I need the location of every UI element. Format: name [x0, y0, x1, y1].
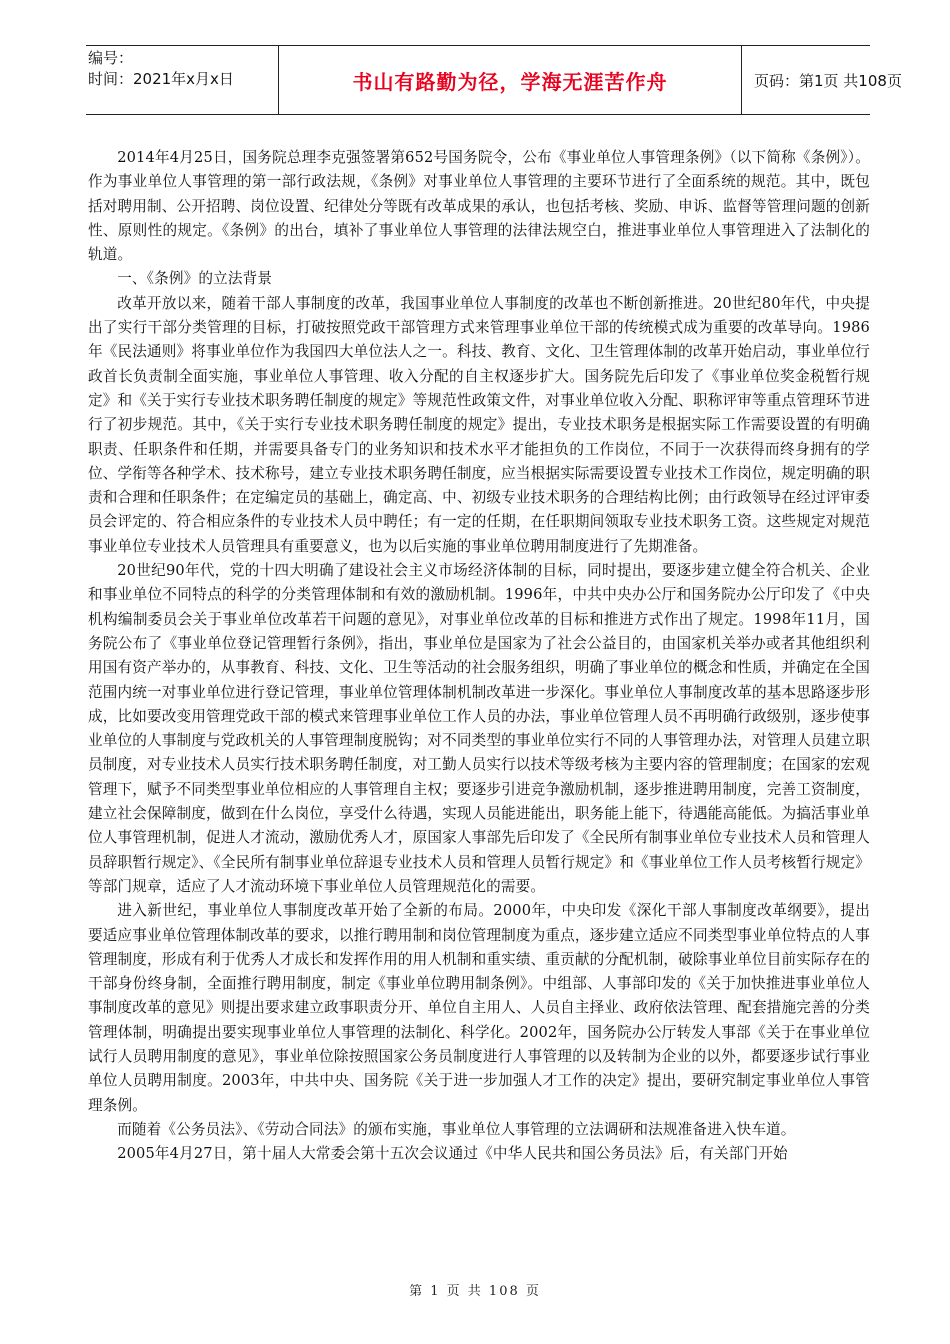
body-paragraph: 2005年4月27日，第十届人大常委会第十五次会议通过《中华人民共和国公务员法》后，有关部门开始 — [117, 1145, 788, 1163]
header-meta — [86, 46, 278, 114]
section-heading: 一、《条例》的立法背景 — [117, 270, 273, 288]
body-paragraph: 而随着《公务员法》、《劳动合同法》的颁布实施，事业单位人事管理的立法调研和法规准备进入快车道。 — [117, 1120, 796, 1138]
header-page-label: 页码：第1页 共108页 — [754, 71, 902, 90]
body-paragraph: 改革开放以来，随着干部人事制度的改革，我国事业单位人事制度的改革也不断创新推进。20世纪80年代，中央提出了实行干部分类管理的目标，打破按照党政干部管理方式来管理事业单位干部的传统模式成为重要的改革导向。1986年《民法通则》将事业单位作为我国四大单位法人之一。科技、教育、文化、卫生管理体制的改革开始启动，事业单位行政首长负责制全面实施，事业单位人事管理、收入分配的自主权逐步扩大。国务院先后印发了《事业单位奖金税暂行规定》和《关于实行专业技术职务聘任制度的规定》等规范性政策文件，对事业单位收入分配、职称评审等重点管理环节进行了初步规范。其中，《关于实行专业技术职务聘任制度的规定》提出，专业技术职务是根据实际工作需要设置的有明确职责、任职条件和任期，并需要具备专门的业务知识和技术水平才能担负的工作岗位，不同于一次获得而终身拥有的学位、学衔等各种学术、技术称号，建立专业技术职务聘任制度，应当根据实际需要设置专业技术工作岗位，规定明确的职责和合理和任职条件；在定编定员的基础上，确定高、中、初级专业技术职务的合理结构比例；由行政领导在经过评审委员会评定的、符合相应条件的专业技术人员中聘任；有一定的任期，在任职期间领取专业技术职务工资。这些规定对规范事业单位专业技术人员管理具有重要意义，也为以后实施的事业单位聘用制度进行了先期准备。 — [88, 294, 870, 555]
intro-paragraph: 2014年4月25日，国务院总理李克强签署第652号国务院令，公布《事业单位人事管理条例》（以下简称《条例》）。作为事业单位人事管理的第一部行政法规，《条例》对事业单位人事管理的主要环节进行了全面系统的规范。其中，既包括对聘用制、公开招聘、岗位设置、纪律处分等既有改革成果的承认，也包括考核、奖励、申诉、监督等管理问题的创新性、原则性的规定。《条例》的出台，填补了事业单位人事管理的法律法规空白，推进事业单位人事管理进入了法制化的轨道。 — [88, 149, 870, 264]
body-paragraph: 进入新世纪，事业单位人事制度改革开始了全新的布局。2000年，中央印发《深化干部人事制度改革纲要》，提出要适应事业单位管理体制改革的要求，以推行聘用制和岗位管理制度为重点，逐步建立适应不同类型事业单位特点的人事管理制度，形成有利于优秀人才成长和发挥作用的用人机制和重实绩、重贡献的分配机制，破除事业单位目前实际存在的干部身份终身制，全面推行聘用制度，制定《事业单位聘用制条例》。中组部、人事部印发的《关于加快推进事业单位人事制度改革的意见》则提出要求建立政事职责分开、单位自主用人、人员自主择业、政府依法管理、配套措施完善的分类管理体制，明确提出要实现事业单位人事管理的法制化、科学化。2002年，国务院办公厅转发人事部《关于在事业单位试行人员聘用制度的意见》，事业单位除按照国家公务员制度进行人事管理的以及转制为企业的以外，都要逐步试行事业单位人员聘用制度。2003年，中共中央、国务院《关于进一步加强人才工作的决定》提出，要研究制定事业单位人事管理条例。 — [88, 902, 870, 1114]
header-motto-cell — [278, 46, 742, 114]
page-footer: 第 1 页 共 108 页 — [409, 1284, 541, 1299]
document-number-label: 编号： — [88, 49, 134, 67]
header-page-cell — [742, 46, 902, 114]
header-motto: 书山有路勤为径，学海无涯苦作舟 — [352, 69, 668, 94]
body-paragraph: 20世纪90年代，党的十四大明确了建设社会主义市场经济体制的目标，同时提出，要逐步建立健全符合机关、企业和事业单位不同特点的科学的分类管理体制和有效的激励机制。1996年，中共中央办公厅和国务院办公厅印发了《中央机构编制委员会关于事业单位改革若干问题的意见》，对事业单位改革的目标和推进方式作出了规定。1998年11月，国务院公布了《事业单位登记管理暂行条例》，指出，事业单位是国家为了社会公益目的，由国家机关举办或者其他组织利用国有资产举办的，从事教育、科技、文化、卫生等活动的社会服务组织，明确了事业单位的概念和性质，并确定在全国范围内统一对事业单位进行登记管理，事业单位管理体制机制改革进一步深化。事业单位人事制度改革的基本思路逐步形成，比如要改变用管理党政干部的模式来管理事业单位工作人员的办法，事业单位管理人员不再明确行政级别，逐步使事业单位的人事制度与党政机关的人事管理制度脱钩；对不同类型的事业单位实行不同的人事管理办法，对管理人员建立职员制度，对专业技术人员实行技术职务聘任制度，对工勤人员实行以技术等级考核为主要内容的管理制度；在国家的宏观管理下，赋予不同类型事业单位相应的人事管理自主权；要逐步引进竞争激励机制，逐步推进聘用制度，完善工资制度，建立社会保障制度，做到在什么岗位，享受什么待遇，实现人员能进能出，职务能上能下，待遇能高能低。为搞活事业单位人事管理机制，促进人才流动，激励优秀人才，原国家人事部先后印发了《全民所有制事业单位专业技术人员和管理人员辞职暂行规定》、《全民所有制事业单位辞退专业技术人员和管理人员暂行规定》和《事业单位工作人员考核暂行规定》等部门规章，适应了人才流动环境下事业单位人员管理规范化的需要。 — [88, 562, 870, 895]
document-header — [86, 45, 902, 115]
document-body — [88, 146, 870, 1166]
document-time-label: 时间：2021年x月x日 — [88, 70, 234, 88]
